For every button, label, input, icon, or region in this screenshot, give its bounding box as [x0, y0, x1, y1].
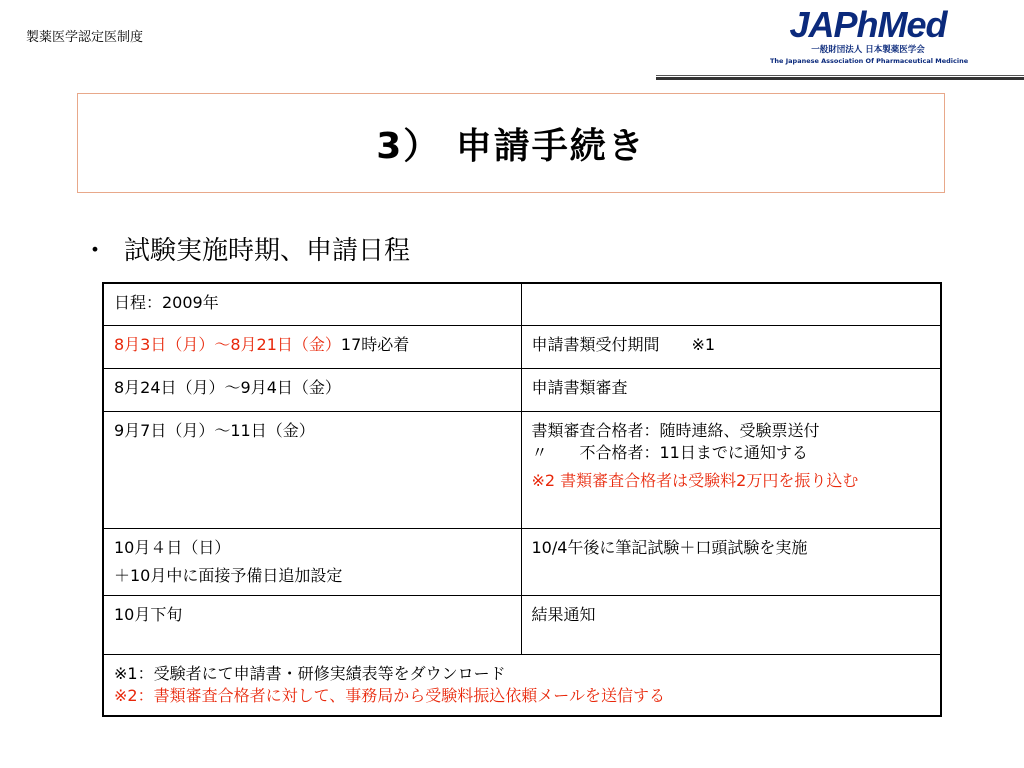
header-divider-thick: [656, 77, 1024, 80]
table-cell: 8月24日（月）～9月4日（金）: [103, 369, 521, 412]
table-cell: 9月7日（月）～11日（金）: [103, 412, 521, 529]
bullet-marker: ・: [82, 236, 109, 266]
table-cell: 日程：2009年: [103, 283, 521, 326]
notes-cell: [103, 655, 941, 717]
logo-wordmark: JAPhMed: [789, 4, 947, 45]
table-row: [103, 529, 941, 596]
bullet-text: 試験実施時期、申請日程: [124, 236, 411, 266]
table-cell: 申請書類受付期間 ※1: [521, 326, 941, 369]
table-row: [103, 283, 941, 326]
table-row: [103, 412, 941, 529]
table-cell: 10月４日（日） ＋10月中に面接予備日追加設定: [103, 529, 521, 596]
table-row: [103, 655, 941, 717]
logo-org-en: The Japanese Association Of Pharmaceutical Medicine: [770, 57, 969, 65]
table-cell: 書類審査合格者：随時連絡、受験票送付 〃 不合格者：11日までに通知する ※2 書類審査合格者は受験料2万円を振り込む: [521, 412, 941, 529]
table-row: [103, 369, 941, 412]
logo-org-ja: 一般財団法人 日本製薬医学会: [811, 45, 925, 55]
note-1: ※1：受験者にて申請書・研修実績表等をダウンロード: [114, 664, 506, 683]
table-cell: 結果通知: [521, 596, 941, 655]
table-cell: 10/4午後に筆記試験＋口頭試験を実施: [521, 529, 941, 596]
slide-title: 3） 申請手続き: [376, 125, 646, 167]
header-divider-thin: [656, 75, 1024, 76]
table-row: [103, 596, 941, 655]
schedule-table: [102, 282, 942, 717]
table-cell: [103, 326, 521, 369]
bullet-heading: [82, 230, 410, 267]
table-row: [103, 326, 941, 369]
fee-note-red: ※2 書類審査合格者は受験料2万円を振り込む: [531, 471, 859, 490]
title-box: [77, 93, 945, 193]
deadline-time-text: 17時必着: [340, 335, 410, 354]
table-cell: [521, 283, 941, 326]
table-cell: 10月下旬: [103, 596, 521, 655]
table-cell: 申請書類審査: [521, 369, 941, 412]
deadline-red-text: 8月3日（月）～8月21日（金）: [114, 335, 341, 354]
system-name: 製薬医学認定医制度: [26, 30, 144, 45]
note-2: ※2：書類審査合格者に対して、事務局から受験料振込依頼メールを送信する: [114, 686, 665, 705]
japhmed-logo: [770, 4, 969, 70]
